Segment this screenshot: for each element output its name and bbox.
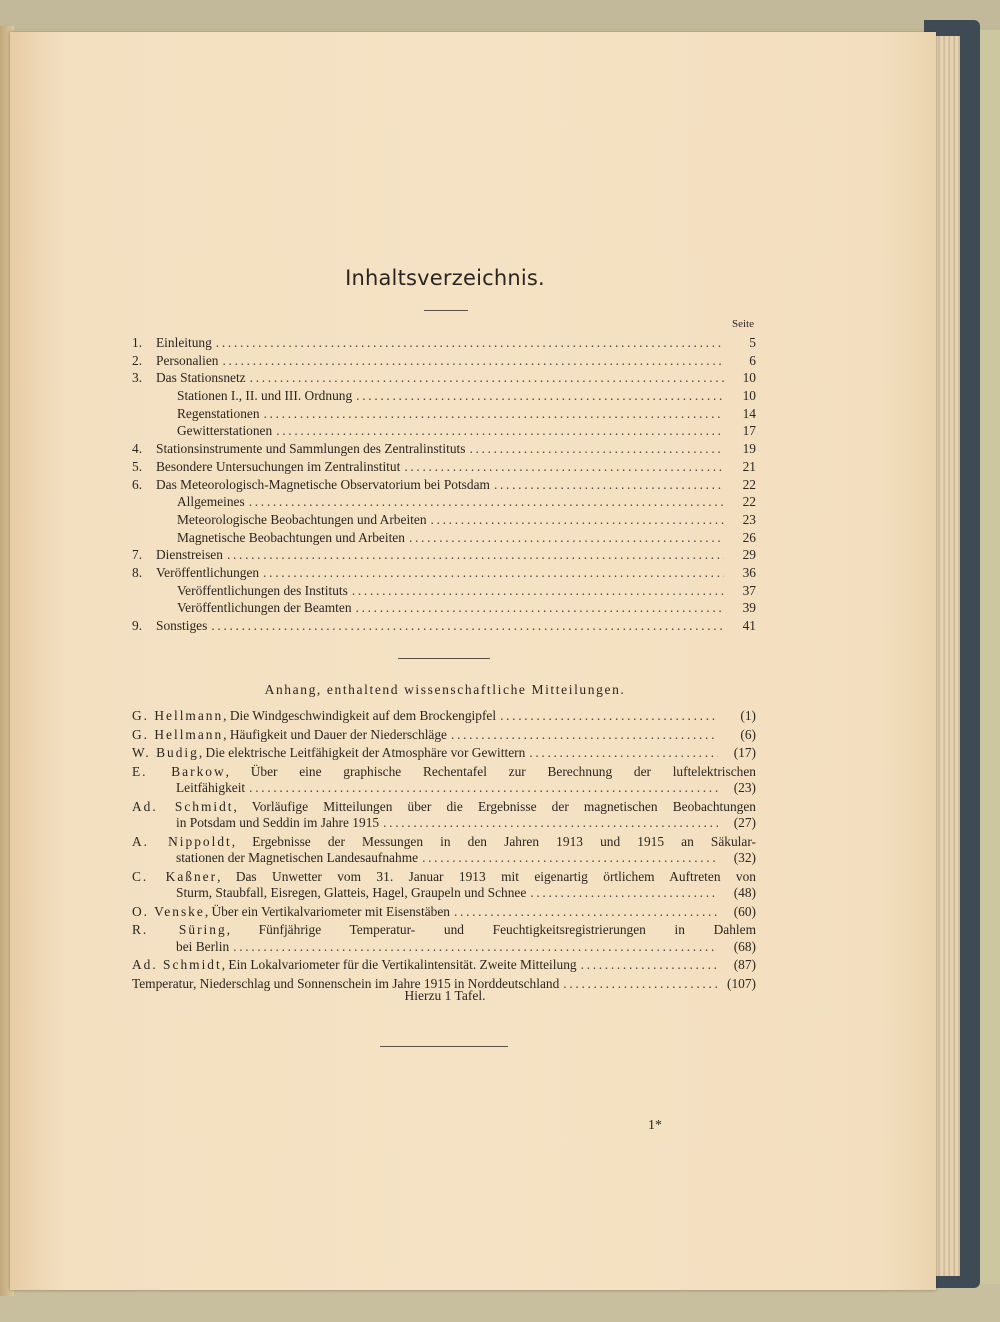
appendix-page: (32) [733,850,756,866]
toc-entry [132,476,756,494]
leader-dots [249,780,718,796]
leader-dots [431,511,724,529]
leader-dots [422,850,718,866]
appendix-line [132,727,756,743]
toc-line [156,546,756,564]
appendix-title: , Über ein Vertikalvariometer mit Eisenstäben [204,903,450,919]
toc-page: 10 [742,370,756,386]
toc-page: 36 [742,564,756,580]
appendix-author: A. Nippoldt [132,833,232,849]
leader-dots [404,458,724,476]
toc-label: Meteorologische Beobachtungen und Arbeiten [177,511,427,527]
toc-page: 22 [742,476,756,492]
appendix-entry [132,708,756,727]
appendix-author: O. Venske [132,903,205,919]
leader-dots [451,727,718,743]
toc-page: 19 [742,441,756,457]
appendix-continuation: in Potsdam und Seddin im Jahre 1915 [176,815,380,831]
toc-line [156,617,756,635]
toc-label: Gewitterstationen [177,423,273,439]
appendix-title: , Vorläufige Mitteilungen über die Ergebnisse der magnetischen Beobachtungen [233,798,756,814]
appendix-line [132,834,756,850]
toc-number: 9. [132,618,143,633]
appendix-line [132,869,756,885]
toc-entry [132,405,756,423]
toc-label: Regenstationen [177,405,260,421]
leader-dots [409,529,724,547]
toc-line [177,493,756,511]
toc-label: Besondere Untersuchungen im Zentralinstitut [156,458,401,474]
appendix-entry [132,799,756,834]
toc-page: 10 [742,388,756,404]
leader-dots [263,564,724,582]
leader-dots [500,708,718,724]
toc-page: 39 [742,600,756,616]
page-number: 1* [648,1118,662,1133]
appendix-text [132,904,450,920]
appendix-title: , Die elektrische Leitfähigkeit der Atmosphäre vor Gewittern [198,745,526,761]
title-rule [424,310,468,311]
leader-dots [383,815,718,831]
toc-entry [132,511,756,529]
appendix-title: , Häufigkeit und Dauer der Niederschläge [223,726,448,742]
appendix-author: R. Süring [132,922,227,938]
appendix-continuation: Leitfähigkeit [176,780,246,796]
leader-dots [352,582,724,600]
toc-page: 37 [742,582,756,598]
toc-number: 4. [132,441,143,457]
toc-label: Sonstiges [156,618,208,633]
appendix-page: (27) [733,815,756,831]
appendix-title: , Ergebnisse der Messungen in den Jahren 1913 und 1915 an Säkular- [231,833,756,849]
toc-line [156,440,756,458]
toc-entry [132,546,756,564]
toc-page: 23 [742,511,756,527]
appendix-entry [132,904,756,923]
appendix-page: (23) [733,780,756,796]
toc-line [177,511,756,529]
leader-dots [494,476,724,494]
toc-line [177,387,756,405]
appendix-list [132,708,756,994]
toc-page: 14 [742,405,756,421]
toc-line [177,599,756,617]
toc-number: 2. [132,352,143,368]
appendix-title: , Ein Lokalvariometer für die Vertikalintensität. Zweite Mitteilung [221,957,577,973]
toc-page: 22 [742,494,756,510]
toc-line [177,405,756,423]
appendix-line [132,799,756,815]
toc-page: 41 [742,618,756,633]
appendix-title: , Das Unwetter vom 31. Januar 1913 mit eigenartig örtlichem Auftreten von [217,868,756,884]
toc-entry [132,440,756,458]
toc-entry [132,387,756,405]
appendix-page: (60) [733,903,756,919]
leader-dots [211,617,724,635]
appendix-author: Ad. Schmidt [132,798,234,814]
toc-number: 7. [132,547,143,563]
toc-label: Dienstreisen [156,547,223,563]
toc-line [156,476,756,494]
toc-entry [132,334,756,352]
toc-line [156,369,756,387]
appendix-title: Temperatur, Niederschlag und Sonnenschein im Jahre 1915 in Norddeutschland [132,975,560,991]
appendix-line [132,780,756,796]
toc-entry [132,529,756,547]
toc-line [177,582,756,600]
appendix-page: (107) [726,975,756,991]
appendix-text [132,745,525,761]
appendix-entry [132,764,756,799]
toc-line [156,564,756,582]
toc-label: Das Stationsnetz [156,370,246,386]
toc-number: 5. [132,458,143,474]
toc-line [156,458,756,476]
appendix-entry [132,727,756,746]
leader-dots [249,493,724,511]
toc-label: Personalien [156,352,219,368]
toc-entry [132,564,756,582]
leader-dots [227,546,724,564]
appendix-text [132,834,756,850]
leader-dots [264,405,724,423]
appendix-entry [132,957,756,976]
toc-page: 29 [742,547,756,563]
toc-label: Stationsinstrumente und Sammlungen des Zentralinstituts [156,441,466,457]
page-title: Inhaltsverzeichnis. [345,266,545,290]
appendix-text [132,869,756,885]
appendix-text [132,764,756,780]
appendix-line [132,745,756,761]
appendix-continuation: bei Berlin [176,938,230,954]
toc-label: Veröffentlichungen der Beamten [177,600,352,616]
appendix-line [132,939,756,955]
appendix-page: (1) [740,708,756,723]
appendix-heading: Anhang, enthaltend wissenschaftliche Mitteilungen. [264,682,626,697]
table-of-contents [132,334,756,635]
leader-dots [222,352,724,370]
plates-note: Hierzu 1 Tafel. [404,988,486,1003]
seite-label: Seite [732,318,754,330]
appendix-line [132,708,756,724]
appendix-author: G. Hellmann [132,726,224,742]
leader-dots [581,957,718,973]
appendix-line [132,885,756,901]
appendix-text [132,957,577,973]
appendix-author: W. Budig [132,745,199,761]
toc-label: Einleitung [156,335,212,350]
toc-number: 6. [132,476,143,492]
toc-label: Das Meteorologisch-Magnetische Observatorium bei Potsdam [156,476,490,492]
toc-entry [132,352,756,370]
appendix-title: , Fünfjährige Temperatur- und Feuchtigkeitsregistrierungen in Dahlem [226,922,756,938]
toc-page: 26 [742,529,756,545]
appendix-entry [132,834,756,869]
toc-label: Allgemeines [177,494,245,510]
toc-entry [132,369,756,387]
leader-dots [454,904,718,920]
appendix-author: E. Barkow [132,763,226,779]
end-rule [380,1046,508,1047]
leader-dots [276,422,724,440]
appendix-entry [132,869,756,904]
toc-label: Magnetische Beobachtungen und Arbeiten [177,529,405,545]
toc-entry [132,582,756,600]
appendix-page: (87) [733,957,756,973]
leader-dots [356,599,724,617]
appendix-line [132,850,756,866]
toc-page: 6 [749,352,756,368]
appendix-title: , Über eine graphische Rechentafel zur Berechnung der luftelektrischen [225,763,756,779]
toc-line [177,422,756,440]
toc-label: Veröffentlichungen [156,564,260,580]
appendix-page: (68) [733,938,756,954]
appendix-title: , Die Windgeschwindigkeit auf dem Brockengipfel [223,708,497,723]
toc-number: 3. [132,370,143,386]
toc-page: 5 [749,335,756,350]
toc-line [156,334,756,352]
leader-dots [530,885,718,901]
appendix-line [132,957,756,973]
appendix-author: C. Kaßner [132,868,218,884]
toc-entry [132,458,756,476]
toc-page: 21 [742,458,756,474]
leader-dots [469,440,724,458]
toc-entry [132,493,756,511]
leader-dots [250,369,724,387]
appendix-page: (6) [740,726,756,742]
appendix-text [132,708,496,724]
appendix-entry [132,745,756,764]
leader-dots [216,334,724,352]
appendix-continuation: stationen der Magnetischen Landesaufnahme [176,850,419,866]
appendix-page: (17) [733,745,756,761]
toc-line [177,529,756,547]
section-rule [398,658,490,659]
appendix-page: (48) [733,885,756,901]
toc-line [156,352,756,370]
appendix-author: Ad. Schmidt [132,957,222,973]
appendix-line [132,764,756,780]
toc-number: 8. [132,564,143,580]
toc-entry [132,422,756,440]
toc-label: Stationen I., II. und III. Ordnung [177,388,353,404]
appendix-author: G. Hellmann [132,708,224,723]
leader-dots [529,745,718,761]
appendix-text [132,922,756,938]
toc-number: 1. [132,335,143,350]
appendix-text [132,799,756,815]
toc-entry [132,599,756,617]
toc-page: 17 [742,423,756,439]
appendix-line [132,904,756,920]
appendix-entry [132,922,756,957]
leader-dots [233,939,718,955]
appendix-text [132,727,447,743]
appendix-line [132,815,756,831]
leader-dots [356,387,724,405]
toc-entry [132,617,756,635]
toc-label: Veröffentlichungen des Instituts [177,582,348,598]
appendix-line [132,922,756,938]
appendix-continuation: Sturm, Staubfall, Eisregen, Glatteis, Hagel, Graupeln und Schnee [176,885,527,901]
